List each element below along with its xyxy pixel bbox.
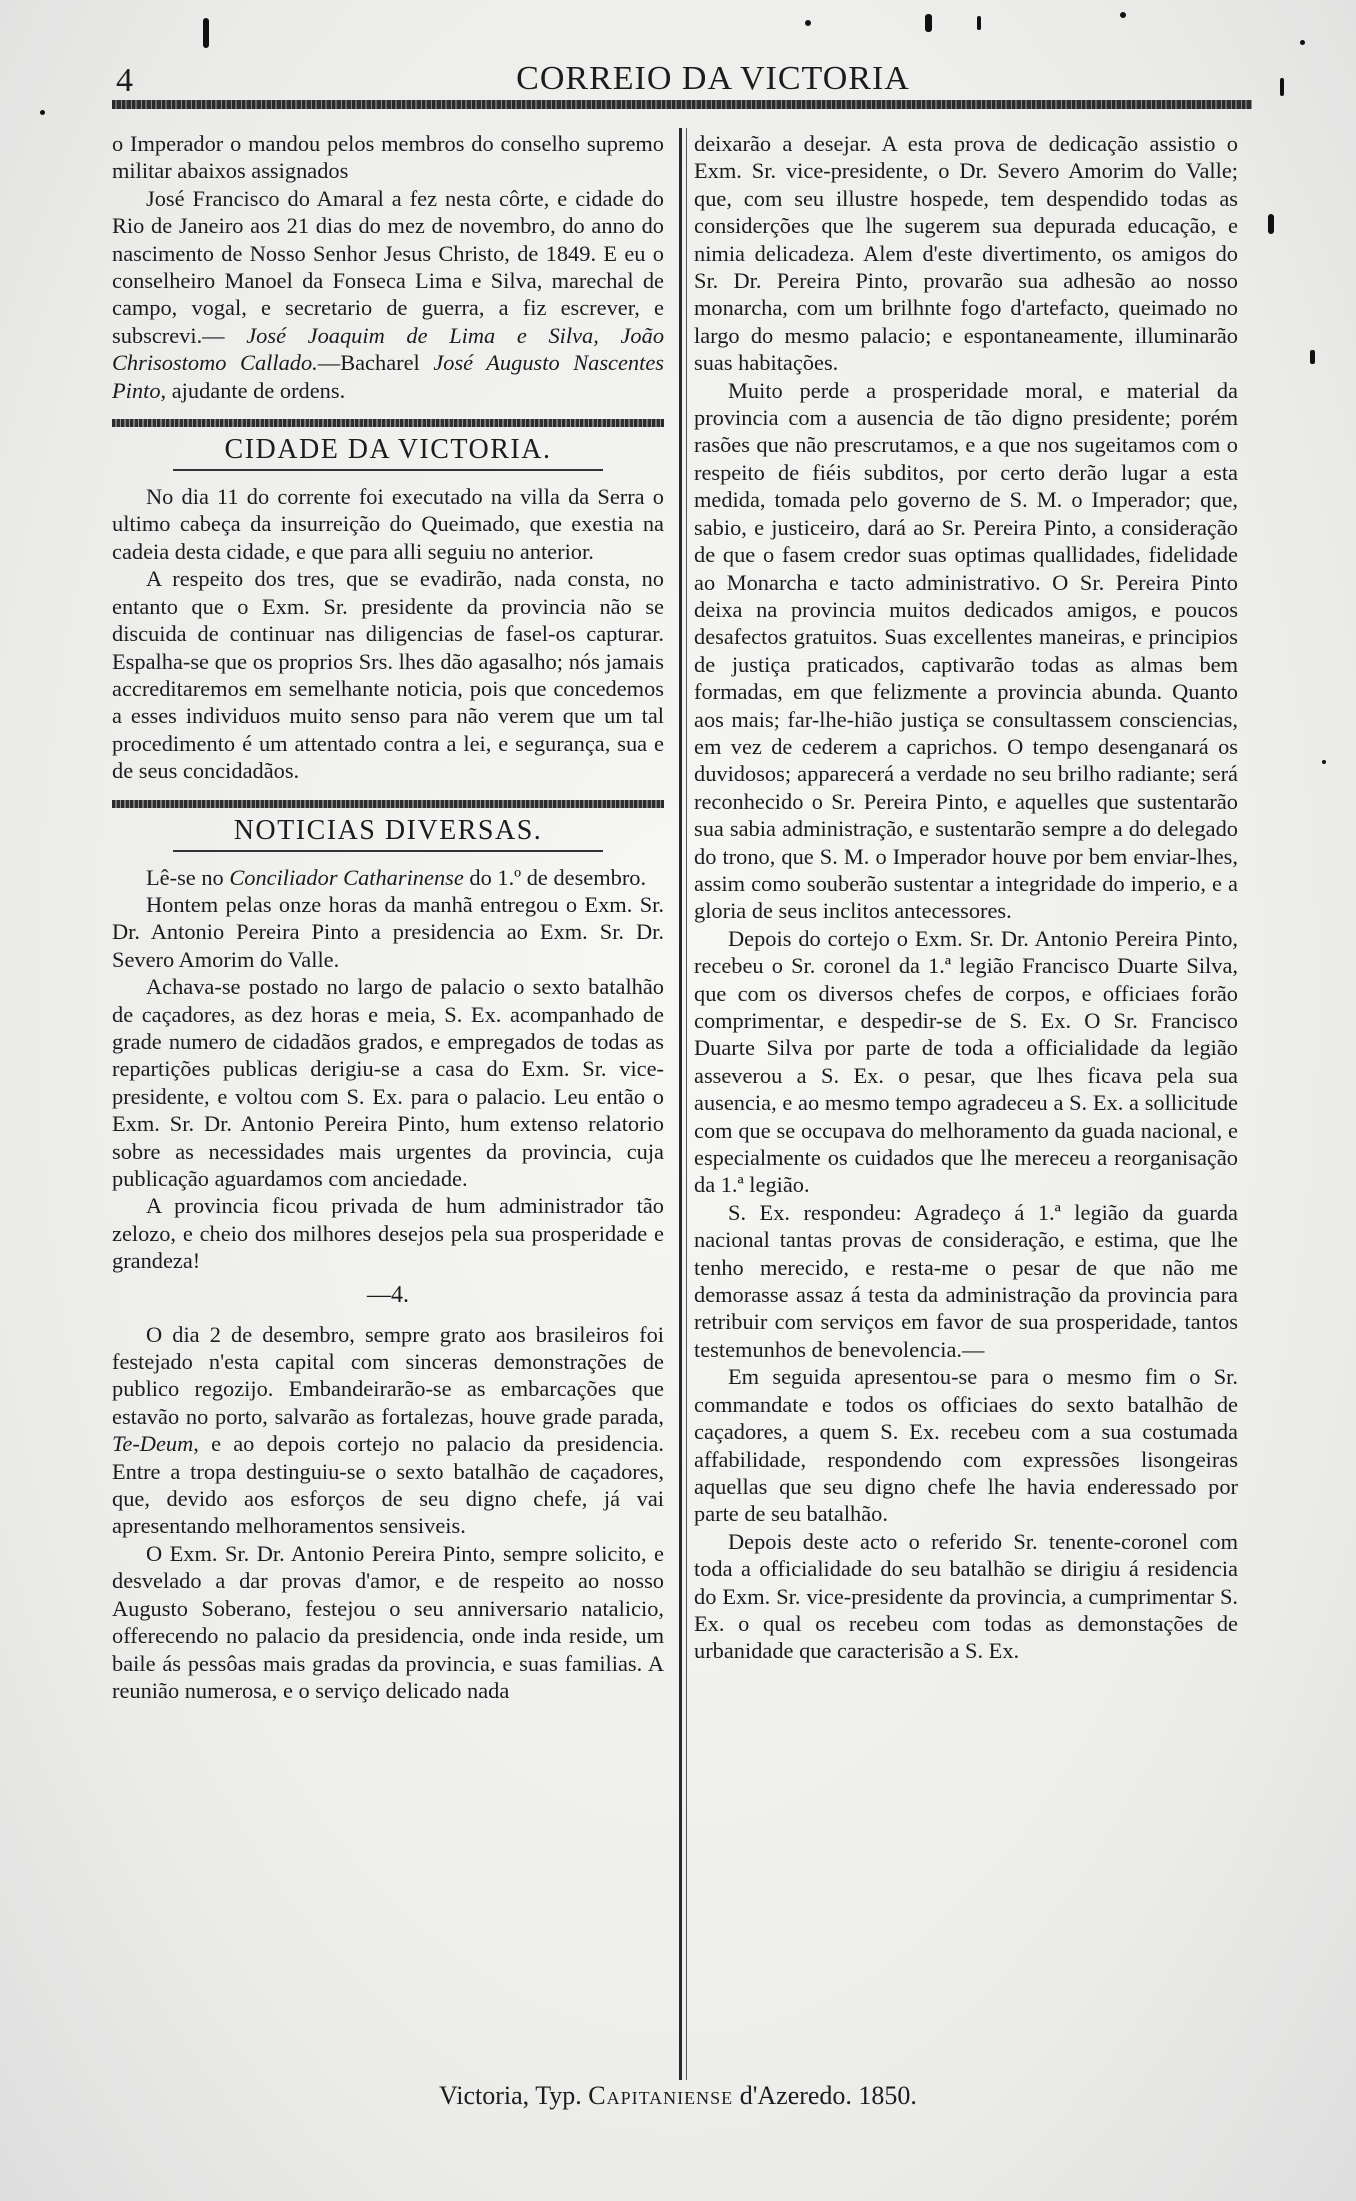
text-run: O dia 2 de desembro, sempre grato aos brasileiros foi festejado n'esta capital com sinceras demonstrações de publico regozijo. Embandeirarão-se as embarcações que estavão no porto, salvarão as fortalezas, houve grade parada, [112, 1321, 664, 1429]
scan-speck [1322, 760, 1326, 764]
article-paragraph: O Exm. Sr. Dr. Antonio Pereira Pinto, sempre solicito, e desvelado a dar provas d'amor, e de respeito ao nosso Augusto Soberano, festejou o seu anniversario natalicio, offerecendo no palacio da presidencia, onde inda reside, um baile ás pessôas mais gradas da provincia, e suas familias. A reunião numerosa, e o serviço delicado nada [112, 1540, 664, 1703]
section-rule [112, 419, 664, 427]
newspaper-name-italic: Conciliador Catharinense [229, 864, 464, 890]
left-column [112, 130, 664, 1704]
scan-speck [203, 18, 209, 48]
article-paragraph: No dia 11 do corrente foi executado na villa da Serra o ultimo cabeça da insurreição do Queimado, que exestia na cadeia desta cidade, e que para alli seguiu no anterior. [112, 484, 664, 564]
scan-speck [805, 20, 811, 26]
article-paragraph: Depois do cortejo o Exm. Sr. Dr. Antonio Pereira Pinto, recebeu o Sr. coronel da 1.ª legião Francisco Duarte Silva, que com os diversos chefes de corpos, e officiaes forão comprimentar, e despedir-se de S. Ex. O Sr. Francisco Duarte Silva por parte de toda a officialidade da legião asseverou a S. Ex. o pesar, que lhes ficava pela sua ausencia, e ao mesmo tempo agradeceu a S. Ex. a sollicitude com que se occupava do melhoramento da guada nacional, e especialmente os cuidados que lhe mereceu a reorganisação da 1.ª legião. [694, 925, 1238, 1198]
column-divider-thin [686, 128, 687, 2080]
article-paragraph: S. Ex. respondeu: Agradeço á 1.ª legião da guarda nacional tantas provas de consideração, e estima, que lhe tenho merecido, e resta-me o pesar de que não me demorasse assaz á testa da administração da provincia para retribuir com serviços em favor de sua prosperidade, tantos testemunhos de benevolencia.— [694, 1199, 1238, 1362]
scan-speck [977, 16, 981, 30]
section-rule [112, 800, 664, 808]
signatories-italic: José Joaquim de Lima e Silva, João Chrisostomo Callado. [112, 322, 665, 376]
scan-speck [925, 14, 932, 32]
decree-paragraph [112, 185, 664, 404]
text-run: , e ao depois cortejo no palacio da presidencia. Entre a tropa destinguiu-se o sexto batalhão de caçadores, que, devido aos esforços de seu digno chefe, já vai apresentando melhoramentos sensiveis. [112, 1431, 664, 1539]
text-run: —Bacharel [317, 350, 434, 376]
section-title-noticias: NOTICIAS DIVERSAS. [233, 814, 543, 846]
scan-speck [1310, 350, 1315, 364]
section-title-cidade: CIDADE DA VICTORIA. [224, 434, 552, 466]
text-run: do 1.º de desembro. [463, 864, 647, 890]
scan-speck [1300, 40, 1305, 45]
masthead-title: CORREIO DA VICTORIA [516, 60, 910, 97]
article-paragraph: A respeito dos tres, que se evadirão, nada consta, no entanto que o Exm. Sr. presidente da provincia não se discuida de continuar nas diligencias de fasel-os capturar. Espalha-se que os proprios Srs. lhes dão agasalho; nós jamais accreditaremos em semelhante noticia, pois que concedemos a esses individuos muito senso para não verem que um tal procedimento é um attentado contra a lei, e segurança, sua e de seus concidadãos. [112, 566, 664, 784]
imprint-line [0, 2081, 1356, 2111]
section-underline [173, 469, 603, 471]
article-paragraph: deixarão a desejar. A esta prova de dedicação assistio o Exm. Sr. vice-presidente, o Dr. Severo Amorim do Valle; que, com seu illustre hospede, tem despendido todas as considerções que lhe sugerem sua depurada educação, e nimia delicadeza. Alem d'este divertimento, os amigos do Sr. Dr. Pereira Pinto, provarão sua adhesão ao nosso monarcha, com um brilhnte fogo d'artefacto, queimado no largo do mesmo palacio; e espontaneamente, illuminarão suas habitações. [694, 131, 1238, 376]
scan-speck [1120, 12, 1126, 18]
article-paragraph: o Imperador o mandou pelos membros do conselho supremo militar abaixos assignados [112, 131, 664, 184]
header-rule [112, 100, 1252, 109]
scan-speck [1280, 78, 1284, 96]
article-paragraph: Muito perde a prosperidade moral, e material da provincia com a ausencia de tão digno presidente; porém rasões que não prescrutamos, e a que nos sugeitamos com o respeito de fiéis subditos, por certo derão lugar a esta medida, tomada pelo governo de S. M. o Imperador; que, sabio, e justiceiro, dará ao Sr. Pereira Pinto, a consideração de que o fasem credor suas optimas quallidades, fidelidade ao Monarcha e tacto administrativo. O Sr. Pereira Pinto deixa na provincia muitos dedicados amigos, e poucos desafectos gratuitos. Suas excellentes maneiras, e principios de justiça praticados, captivarão todas as almas bem formadas, em que felizmente a provincia abunda. Quanto aos mais; far-lhe-hião justiça se consultassem consciencias, em vez de cederem a caprichos. O tempo desenganará os duvidosos; apparecerá a verdade no seu brilho radiante; será reconhecido o Sr. Pereira Pinto, e aquelles que sustentarão sua sabia administração, e sustentarão sempre a do delegado do trono, que S. M. o Imperador houve por bem enviar-lhes, assim como souberão sustentar a integridade do imperio, e a gloria de seus inclitos antecessores. [694, 377, 1238, 924]
masthead [0, 60, 1356, 98]
text-run: Victoria, Typ. [439, 2081, 589, 2110]
signature-mark: —4. [367, 1281, 409, 1308]
article-paragraph: A provincia ficou privada de hum administrador tão zelozo, e cheio dos milhores desejos pela sua prosperidade e grandeza! [112, 1193, 664, 1274]
article-paragraph [112, 1321, 664, 1540]
printer-name: Capitaniense [588, 2081, 734, 2110]
name-italic: José Augusto Nascentes Pinto [112, 350, 664, 403]
te-deum-italic: Te-Deum [112, 1431, 194, 1457]
article-paragraph [112, 864, 664, 891]
scan-speck [40, 110, 45, 115]
section-underline [173, 850, 603, 852]
article-paragraph: Depois deste acto o referido Sr. tenente-coronel com toda a officialidade do seu batalhão se dirigiu á residencia do Exm. Sr. vice-presidente da provincia, a cumprimentar S. Ex. o qual os recebeu com todas as demonstações de urbanidade que caracterisão a S. Ex. [694, 1528, 1238, 1664]
right-column [694, 130, 1238, 1665]
column-divider [679, 128, 682, 2080]
text-run: , ajudante de ordens. [160, 377, 346, 403]
article-paragraph: Achava-se postado no largo de palacio o sexto batalhão de caçadores, as dez horas e meia, S. Ex. acompanhado de grade numero de cidadãos grados, e empregados de todas as repartições publicas derigiu-se a casa do Exm. Sr. vice-presidente, e voltou com S. Ex. para o palacio. Leu então o Exm. Sr. Dr. Antonio Pereira Pinto, hum extenso relatorio sobre as necessidades mais urgentes da provincia, cuja publicação aguardamos com anciedade. [112, 974, 664, 1191]
scan-speck [1268, 214, 1274, 234]
page-number: 4 [116, 62, 133, 99]
text-run: José Francisco do Amaral a fez nesta côrte, e cidade do Rio de Janeiro aos 21 dias do mez de novembro, do anno do nascimento de Nosso Senhor Jesus Christo, de 1849. E eu o conselheiro Manoel da Fonseca Lima e Silva, marechal de campo, vogal, e secretario de guerra, a fiz escrever, e subscrevi.— [112, 185, 664, 348]
text-run: Lê-se no [146, 864, 230, 890]
article-paragraph: Em seguida apresentou-se para o mesmo fim o Sr. commandate e todos os officiaes do sexto batalhão de caçadores, a quem S. Ex. recebeu com a sua costumada affabilidade, respondendo com expressões lisongeiras aquellas que seu digno chefe lhe havia enderessado por parte de seu batalhão. [694, 1364, 1238, 1527]
text-run: d'Azeredo. 1850. [733, 2081, 917, 2110]
article-paragraph: Hontem pelas onze horas da manhã entregou o Exm. Sr. Dr. Antonio Pereira Pinto a presidencia ao Exm. Sr. Dr. Severo Amorim do Valle. [112, 891, 664, 972]
